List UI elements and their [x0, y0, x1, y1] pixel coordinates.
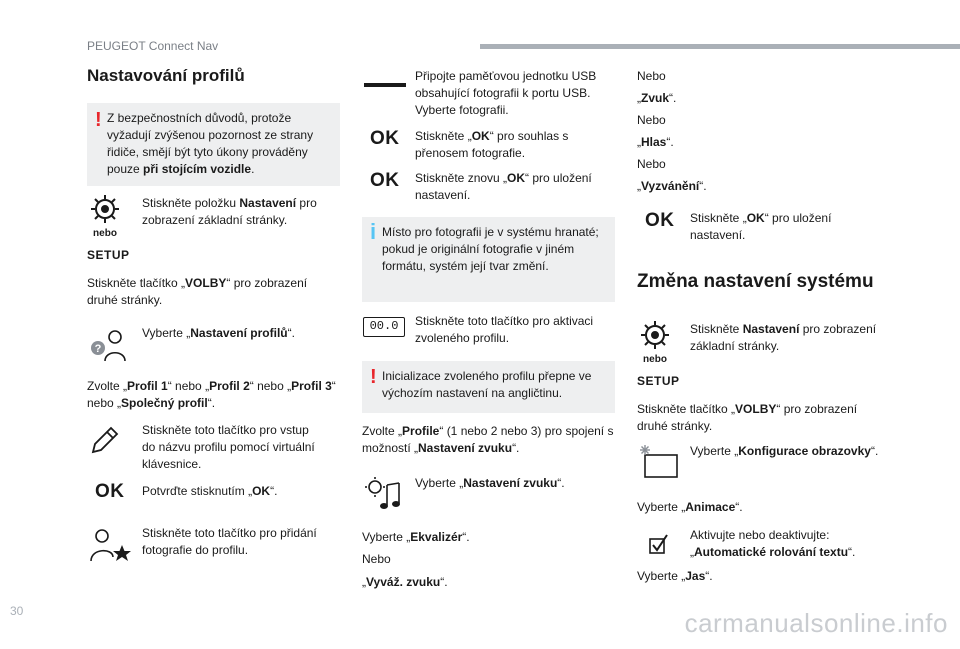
- sound-settings-icon: [362, 475, 404, 513]
- step-auto-scroll-text: Aktivujte nebo deaktivujte: „Automatické rolování textu“.: [690, 528, 856, 559]
- zvuk-option: „Zvuk“.: [637, 91, 677, 105]
- ring-option: „Vyzvánění“.: [637, 179, 707, 193]
- step-activate-profile-text: Stiskněte toto tlačítko pro aktivaci zvoleného profilu.: [415, 314, 594, 345]
- step-ok-save-sound-text: Stiskněte „OK“ pro uložení nastavení.: [690, 211, 832, 242]
- step-ok-save-text: Stiskněte znovu „OK“ pro uložení nastavení.: [415, 171, 592, 202]
- info-notice: [362, 217, 615, 302]
- brightness-paragraph: Vyberte „Jas“.: [637, 569, 713, 583]
- warning-notice: [87, 103, 340, 186]
- animation-paragraph: Vyberte „Animace“.: [637, 500, 743, 514]
- warning-reset-text: Inicializace zvoleného profilu přepne ve výchozím nastavení na angličtinu.: [382, 369, 592, 400]
- nebo-3: Nebo: [637, 157, 666, 171]
- watermark: carmanualsonline.info: [684, 608, 948, 638]
- step-confirm-ok: [87, 481, 340, 511]
- ok-button-icon[interactable]: OK: [645, 210, 675, 231]
- volby-paragraph-system: Stiskněte tlačítko „VOLBY“ pro zobrazení druhé stránky.: [637, 402, 858, 433]
- nebo-2: Nebo: [637, 113, 666, 127]
- step-profile-settings: [87, 323, 340, 363]
- setup-label: SETUP: [87, 248, 130, 262]
- equalizer-paragraph: Vyberte „Ekvalizér“.: [362, 530, 470, 544]
- volby-paragraph: Stiskněte tlačítko „VOLBY“ pro zobrazení druhé stránky.: [87, 276, 308, 307]
- nebo-paragraph: Nebo: [362, 552, 391, 566]
- step-system-settings: [637, 319, 890, 391]
- info-text: Místo pro fotografii je v systému hranaté; pokud je originální fotografie v jiném formátu, systém její tvar změní.: [382, 225, 599, 273]
- step-confirm-ok-text: Potvrďte stisknutím „OK“.: [142, 484, 278, 498]
- info-icon: i: [370, 219, 377, 244]
- step-sound-settings: [362, 473, 615, 513]
- step-screen-config: [637, 441, 890, 481]
- setup-button-group[interactable]: [637, 319, 680, 388]
- warning-icon: !: [95, 109, 102, 131]
- choose-profile-paragraph: Zvolte „Profil 1“ nebo „Profil 2“ nebo „Profil 3“ nebo „Společný profil“.: [87, 379, 336, 410]
- step-profile-settings-text: Vyberte „Nastavení profilů“.: [142, 326, 295, 340]
- step-activate-profile: [362, 313, 615, 351]
- header-bar: [480, 44, 960, 49]
- step-name-profile-text: Stiskněte toto tlačítko pro vstup do názvu profilu pomocí virtuální klávesnice.: [142, 423, 315, 471]
- ok-button-icon[interactable]: OK: [370, 170, 400, 191]
- profile-question-icon: [87, 327, 129, 363]
- step-settings-text: Stiskněte položku Nastavení pro zobrazení základní stránky.: [142, 196, 317, 227]
- step-sound-settings-text: Vyberte „Nastavení zvuku“.: [415, 476, 565, 490]
- setup-button-group[interactable]: [87, 193, 130, 262]
- step-ok-transfer: [362, 126, 615, 162]
- step-name-profile: [87, 420, 340, 475]
- step-system-settings-text: Stiskněte Nastavení pro zobrazení základní stránky.: [690, 322, 877, 353]
- section-title-system: Změna nastavení systému: [637, 271, 874, 292]
- balance-paragraph: „Vyváž. zvuku“.: [362, 575, 448, 589]
- setup-nebo-label: nebo: [93, 228, 117, 239]
- add-photo-profile-icon: [87, 527, 133, 563]
- svg-text:?: ?: [94, 343, 102, 355]
- section-title-profiles: Nastavování profilů: [87, 66, 245, 85]
- screen-config-icon: [637, 443, 681, 481]
- step-ok-save-sound: [637, 208, 890, 244]
- reset-button[interactable]: 00.0: [363, 317, 405, 337]
- pencil-icon: [87, 422, 123, 458]
- warning-notice-reset: [362, 361, 615, 413]
- step-add-photo-text: Stiskněte toto tlačítko pro přidání fotografie do profilu.: [142, 526, 317, 557]
- nebo-1: Nebo: [637, 69, 666, 83]
- warning-icon: !: [370, 366, 377, 388]
- page-number: 30: [10, 604, 24, 618]
- checkbox-icon[interactable]: [637, 529, 673, 559]
- gear-icon: [89, 193, 121, 225]
- step-add-photo: [87, 523, 340, 563]
- warning-text: Z bezpečnostních důvodů, protože vyžadují zvýšenou pozornost ze strany řidiče, smějí být tyto úkony prováděny pouze při stojícím vozidle.: [107, 111, 314, 176]
- hlas-option: „Hlas“.: [637, 135, 674, 149]
- step-auto-scroll: [637, 525, 890, 565]
- profile-sound-paragraph: Zvolte „Profile“ (1 nebo 2 nebo 3) pro spojení s možností „Nastavení zvuku“.: [362, 424, 614, 455]
- step-settings: [87, 193, 340, 263]
- setup-label: SETUP: [637, 374, 680, 388]
- step-ok-save: [362, 168, 615, 204]
- gear-icon: [639, 319, 671, 351]
- step-usb: [362, 68, 615, 118]
- step-screen-config-text: Vyberte „Konfigurace obrazovky“.: [690, 444, 879, 458]
- step-usb-text: Připojte paměťovou jednotku USB obsahující fotografii k portu USB. Vyberte fotografii.: [415, 69, 597, 117]
- ok-button-icon[interactable]: OK: [95, 481, 125, 502]
- brand-header: PEUGEOT Connect Nav: [87, 39, 219, 53]
- step-ok-transfer-text: Stiskněte „OK“ pro souhlas s přenosem fotografie.: [415, 129, 569, 160]
- ok-button-icon[interactable]: OK: [370, 128, 400, 149]
- usb-icon: [364, 83, 406, 87]
- setup-nebo-label: nebo: [643, 354, 667, 365]
